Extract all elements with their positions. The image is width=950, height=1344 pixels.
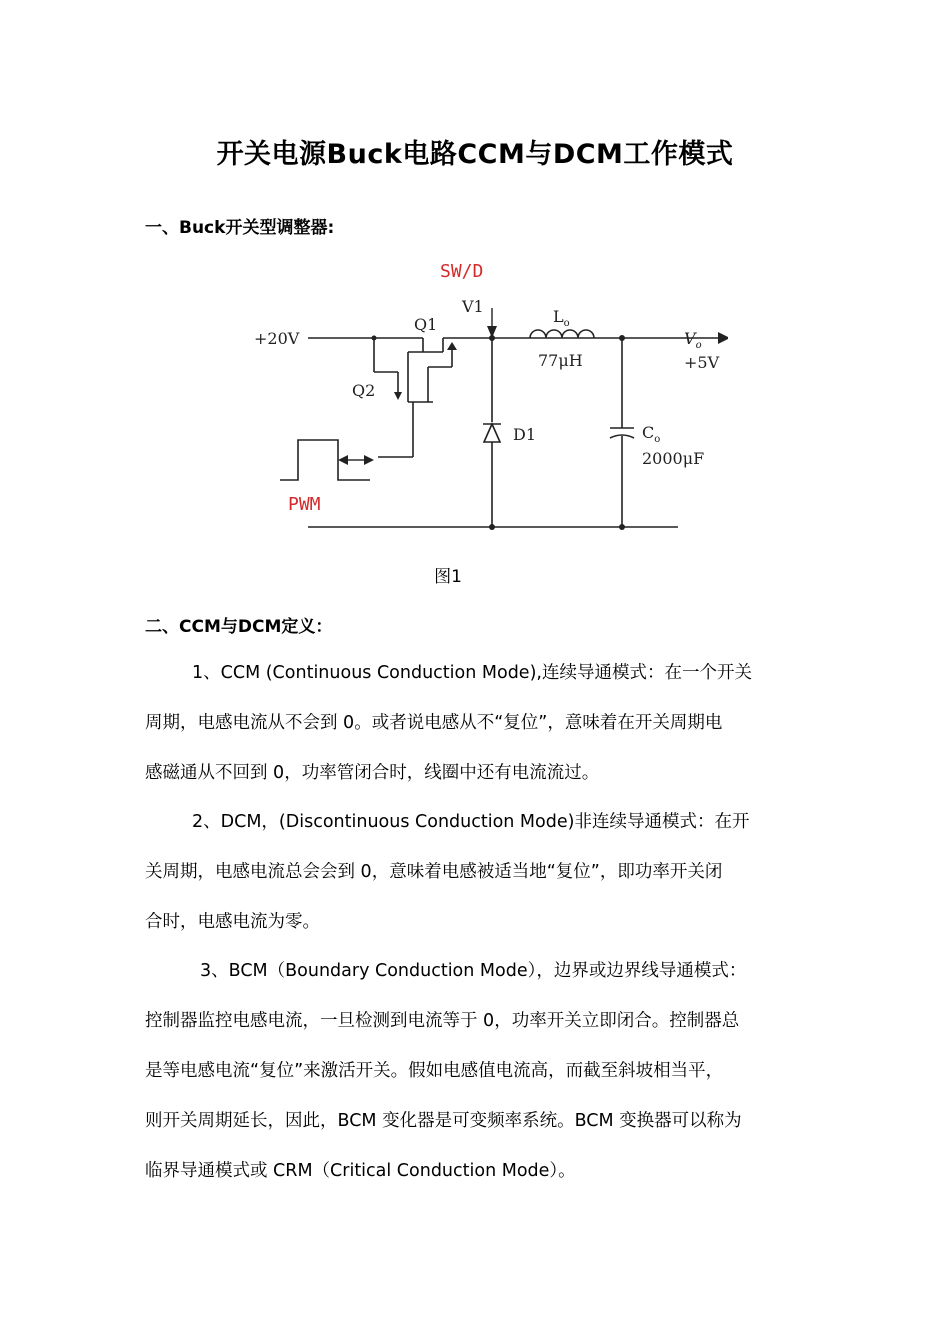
buck-circuit-diagram — [238, 252, 728, 542]
vout-label: $V_o$ — [684, 329, 702, 351]
output-arrow — [718, 332, 728, 344]
paragraph-bcm-line: 是等电感电流“复位”来激活开关。假如电感值电流高，而截至斜坡相当平， — [145, 1061, 724, 1081]
paragraph-bcm-line: 则开关周期延长，因此，BCM 变化器是可变频率系统。BCM 变换器可以称为 — [145, 1111, 742, 1131]
inductor-label: $L_o$ — [553, 307, 570, 329]
figure-caption: 图1 — [434, 567, 462, 587]
inductor-value: 77μH — [538, 351, 583, 370]
q1-label: Q1 — [414, 315, 438, 334]
input-voltage-label: +20V — [254, 329, 300, 348]
vout-value: +5V — [684, 353, 720, 372]
paragraph-dcm-line: 2、DCM，(Discontinuous Conduction Mode)非连续导通模式：在开 — [192, 812, 750, 832]
capacitor-label: $C_o$ — [642, 423, 661, 445]
paragraph-bcm-line: 3、BCM（Boundary Conduction Mode），边界或边界线导通模式： — [200, 961, 747, 981]
paragraph-dcm-line: 合时，电感电流为零。 — [145, 912, 320, 932]
diode-label: D1 — [513, 425, 537, 444]
capacitor-value: 2000μF — [642, 449, 705, 468]
section-heading-definitions: 二、CCM与DCM定义： — [145, 617, 333, 637]
switch-node-arrow — [487, 326, 497, 338]
q2-arrow — [394, 392, 402, 400]
pwm-arrow-left — [338, 455, 348, 465]
paragraph-ccm-line: 感磁通从不回到 0，功率管闭合时，线圈中还有电流流过。 — [145, 763, 600, 783]
paragraph-dcm-line: 关周期，电感电流总会会到 0，意味着电感被适当地“复位”，即功率开关闭 — [145, 862, 723, 882]
v1-label: V1 — [462, 297, 484, 316]
q2-label: Q2 — [352, 381, 376, 400]
pwm-arrow-right — [364, 455, 374, 465]
paragraph-ccm-line: 周期，电感电流从不会到 0。或者说电感从不“复位”，意味着在开关周期电 — [145, 713, 723, 733]
q1-arrow — [447, 342, 457, 350]
paragraph-bcm-line: 临界导通模式或 CRM（Critical Conduction Mode）。 — [145, 1161, 576, 1181]
paragraph-bcm-line: 控制器监控电感电流，一旦检测到电流等于 0，功率开关立即闭合。控制器总 — [145, 1011, 740, 1031]
section-heading-buck: 一、Buck开关型调整器: — [145, 218, 335, 238]
inductor-coil — [530, 330, 594, 338]
diode-d1 — [484, 424, 500, 442]
paragraph-ccm-line: 1、CCM (Continuous Conduction Mode),连续导通模式：在一个开关 — [192, 663, 752, 683]
page-title: 开关电源Buck电路CCM与DCM工作模式 — [216, 139, 734, 170]
sw-d-label: SW/D — [440, 261, 484, 282]
pwm-label: PWM — [288, 494, 321, 515]
